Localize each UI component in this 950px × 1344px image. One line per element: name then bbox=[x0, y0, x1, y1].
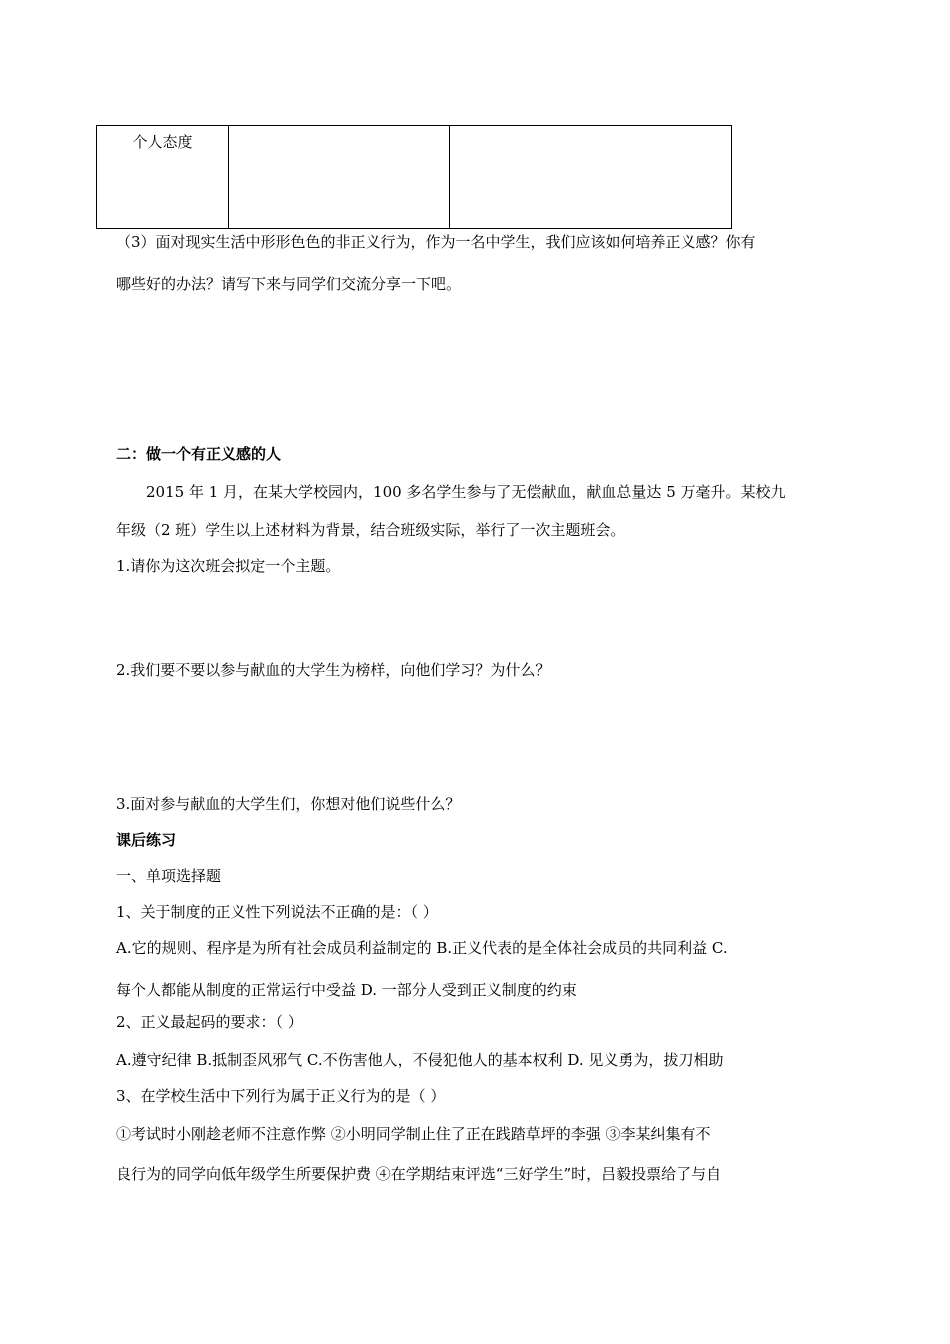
item1-options-line2: 每个人都能从制度的正常运行中受益 D. 一部分人受到正义制度的约束 bbox=[116, 981, 577, 999]
item1-stem: 1、关于制度的正义性下列说法不正确的是：（ ） bbox=[116, 903, 438, 921]
table-row bbox=[97, 126, 732, 229]
section2-para-line2: 年级（2 班）学生以上述材料为背景，结合班级实际，举行了一次主题班会。 bbox=[116, 521, 626, 539]
section2-question2: 2.我们要不要以参与献血的大学生为榜样，向他们学习？为什么？ bbox=[116, 661, 551, 679]
answer-cell bbox=[450, 126, 732, 229]
section2-question3: 3.面对参与献血的大学生们，你想对他们说些什么？ bbox=[116, 795, 461, 813]
item2-options: A.遵守纪律 B.抵制歪风邪气 C.不伤害他人，不侵犯他人的基本权利 D. 见义勇为，拔刀相助 bbox=[116, 1051, 724, 1069]
row-label-cell bbox=[97, 126, 229, 229]
personal-attitude-table bbox=[96, 125, 732, 229]
answer-cell bbox=[229, 126, 450, 229]
item1-options-line1: A.它的规则、程序是为所有社会成员利益制定的 B.正义代表的是全体社会成员的共同利益 C. bbox=[116, 939, 728, 957]
exercises-heading: 课后练习 bbox=[116, 831, 177, 849]
section2-heading: 二：做一个有正义感的人 bbox=[116, 445, 282, 463]
item2-stem: 2、正义最起码的要求：（ ） bbox=[116, 1013, 303, 1031]
question-3-line2: 哪些好的办法？请写下来与同学们交流分享一下吧。 bbox=[116, 275, 462, 293]
section2-para-line1: 2015 年 1 月，在某大学校园内，100 多名学生参与了无偿献血，献血总量达 5 万毫升。某校九 bbox=[146, 483, 786, 501]
item3-line1: ①考试时小刚趁老师不注意作弊 ②小明同学制止住了正在践踏草坪的李强 ③李某纠集有不 bbox=[116, 1125, 711, 1143]
row-label: 个人态度 bbox=[132, 133, 193, 151]
item3-line2: 良行为的同学向低年级学生所要保护费 ④在学期结束评选“三好学生”时，吕毅投票给了与自 bbox=[116, 1165, 722, 1183]
exercises-part1: 一、单项选择题 bbox=[116, 867, 222, 885]
question-3-line1: （3）面对现实生活中形形色色的非正义行为，作为一名中学生，我们应该如何培养正义感？你有 bbox=[116, 233, 756, 251]
item3-stem: 3、在学校生活中下列行为属于正义行为的是（ ） bbox=[116, 1087, 446, 1105]
section2-question1: 1.请你为这次班会拟定一个主题。 bbox=[116, 557, 341, 575]
